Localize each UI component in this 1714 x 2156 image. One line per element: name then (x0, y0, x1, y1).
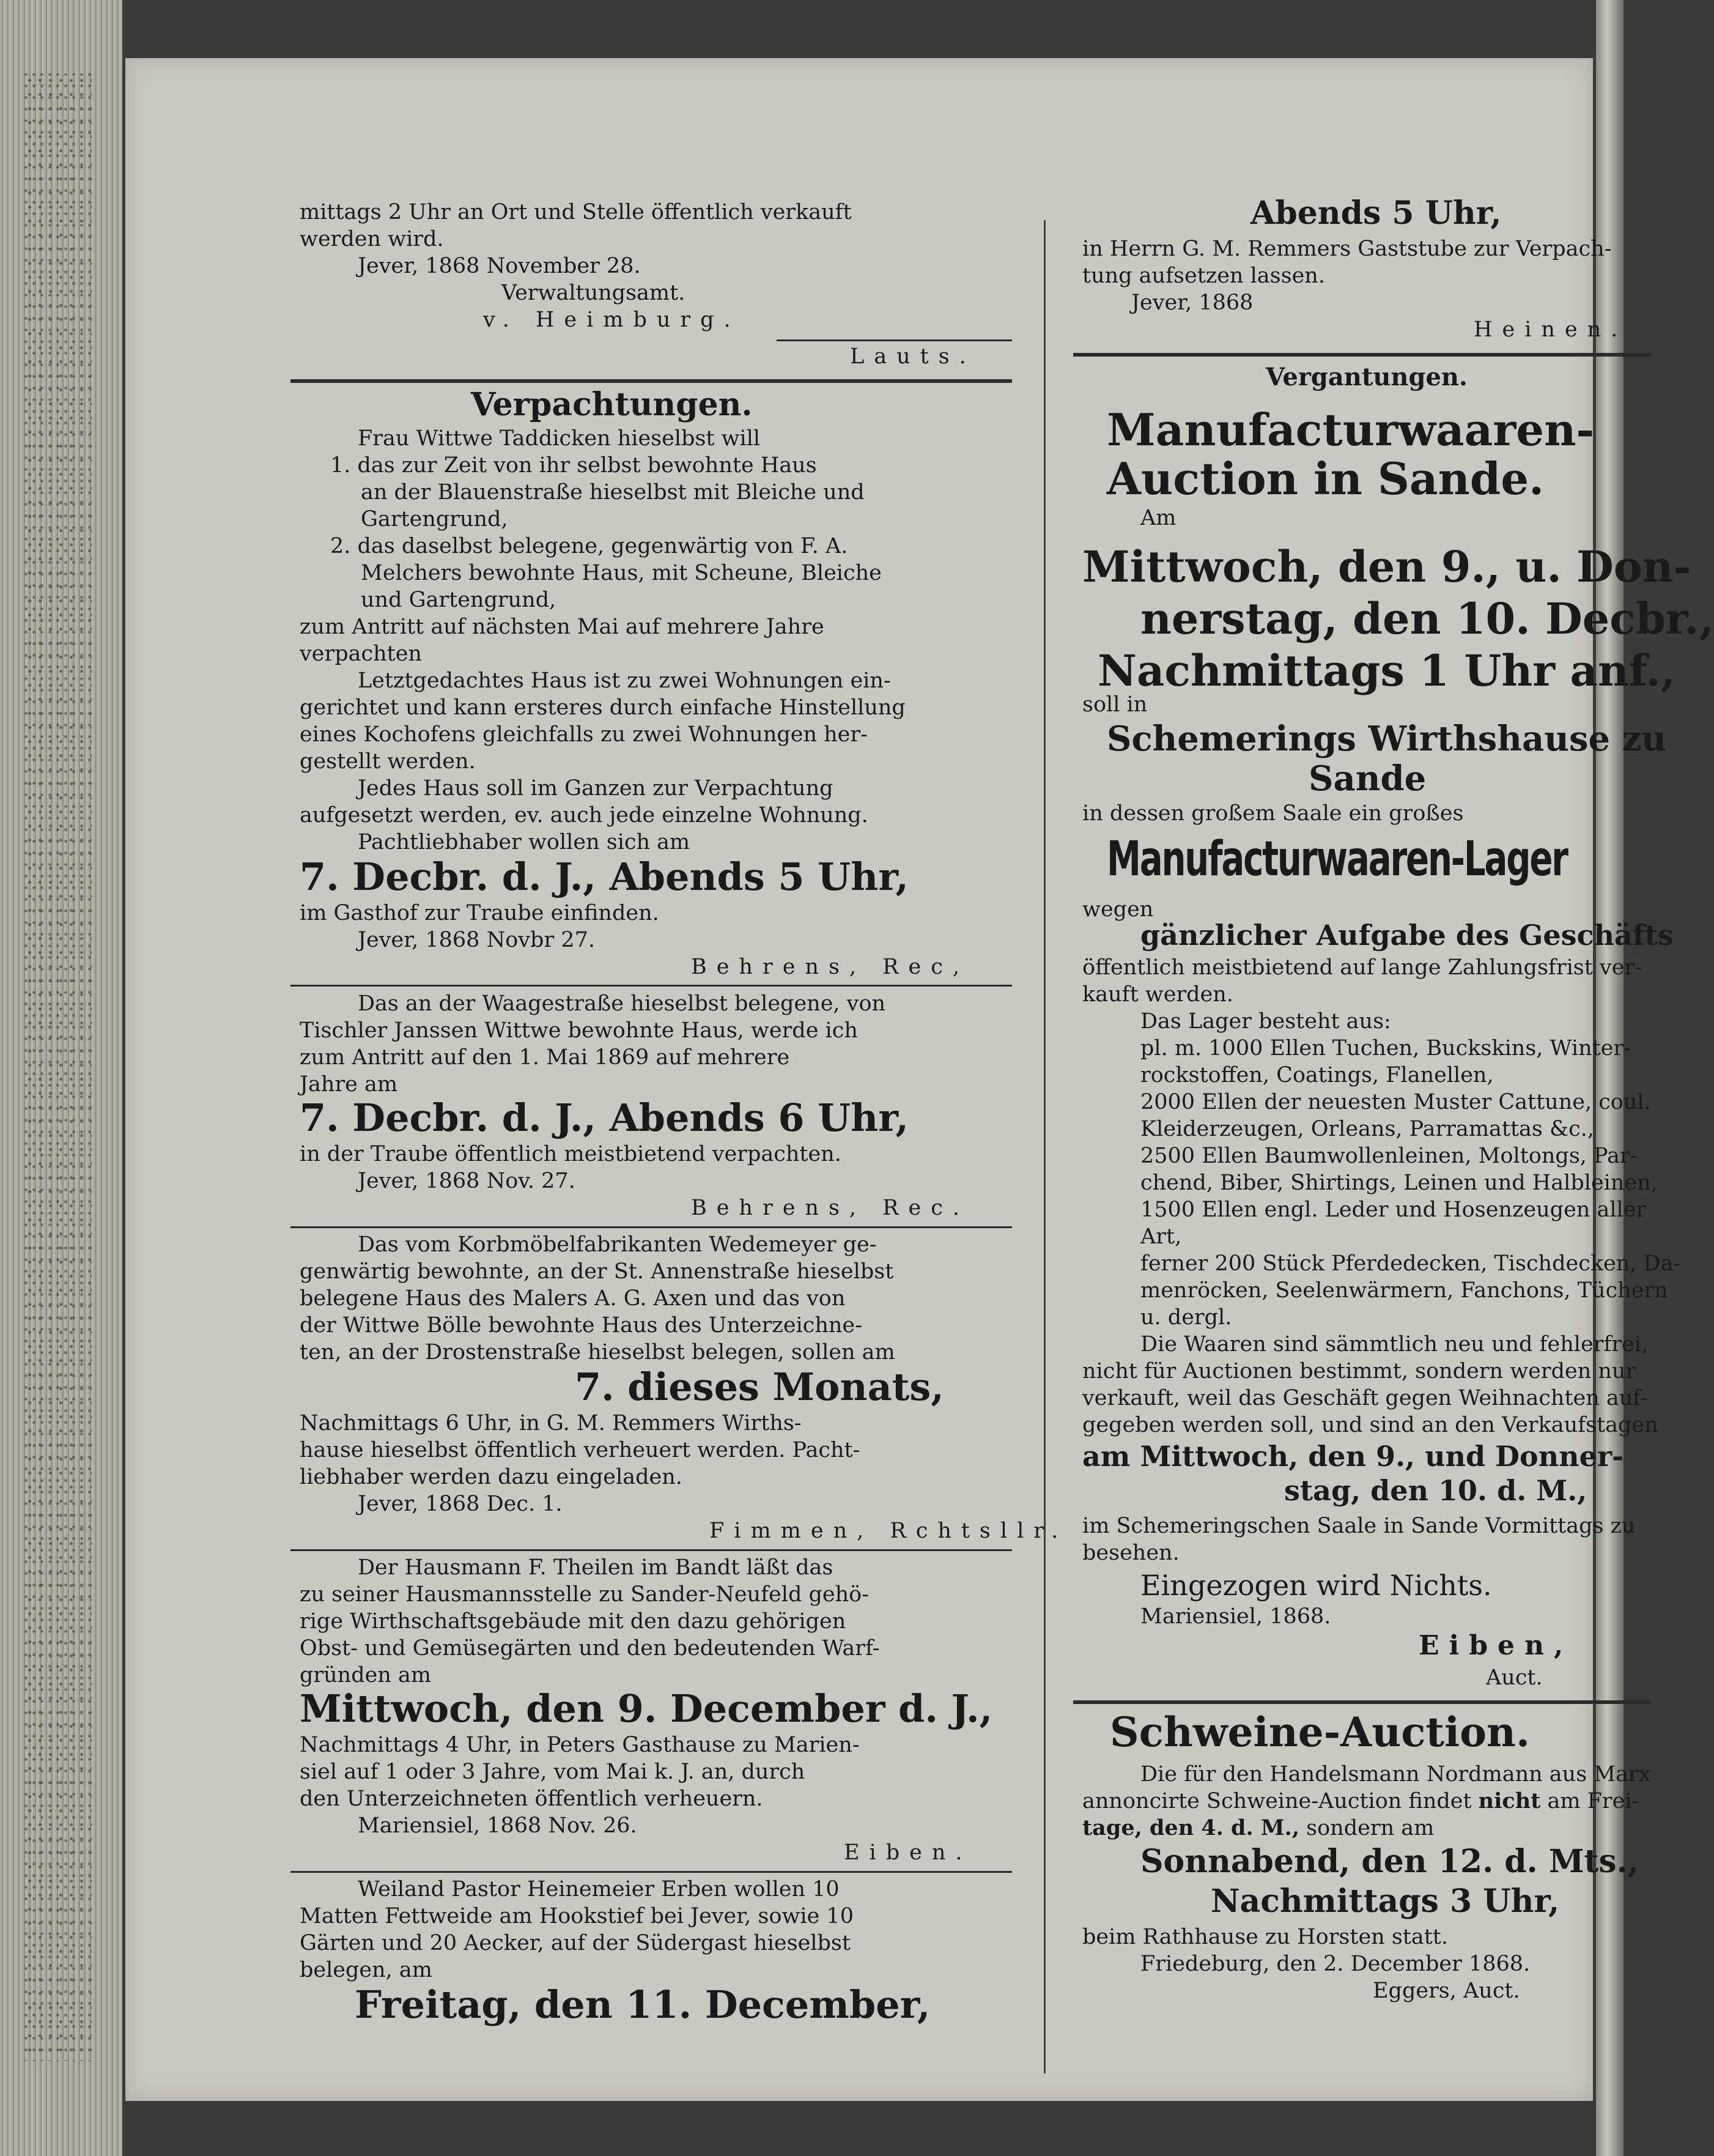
text-line: belegene Haus des Malers A. G. Axen und das von (300, 1286, 846, 1311)
text-line: und Gartengrund, (361, 588, 556, 612)
auction-date: Nachmittags 1 Uhr anf., (1098, 645, 1676, 696)
column-divider (1044, 220, 1046, 2073)
signature: Lauts. (850, 344, 976, 369)
section-rule (1073, 1700, 1651, 1704)
text-line: Das vom Korbmöbelfabrikanten Wedemeyer ge- (358, 1232, 877, 1257)
text-line: Letztgedachtes Haus ist zu zwei Wohnungen ein- (358, 669, 891, 693)
text-line: chend, Biber, Shirtings, Leinen und Halbleinen, (1140, 1171, 1658, 1195)
text-line: Art, (1140, 1224, 1182, 1249)
text-line: besehen. (1082, 1541, 1180, 1565)
signature: Eiben. (844, 1840, 972, 1865)
text-line: Das an der Waagestraße hieselbst belegene, von (358, 991, 886, 1016)
text-line: Mariensiel, 1868. (1140, 1604, 1331, 1629)
text-line: zum Antritt auf den 1. Mai 1869 auf mehrere (300, 1045, 790, 1070)
text-line: Nachmittags 4 Uhr, in Peters Gasthause zu Marien- (300, 1733, 860, 1757)
text-line: Jever, 1868 Dec. 1. (358, 1492, 563, 1516)
text-line: Die für den Handelsmann Nordmann aus Marx (1140, 1762, 1651, 1787)
text-line: Der Hausmann F. Theilen im Bandt läßt das (358, 1555, 833, 1580)
text-line: pl. m. 1000 Ellen Tuchen, Buckskins, Winter- (1140, 1036, 1631, 1061)
auction-date: Mittwoch, den 9., u. Don- (1082, 541, 1691, 592)
signature: Fimmen, Rchtsllr. (709, 1519, 1068, 1543)
text-line: Jedes Haus soll im Ganzen zur Verpachtung (358, 776, 833, 801)
text-line: Tischler Janssen Wittwe bewohnte Haus, werde ich (300, 1018, 858, 1043)
text-line: nicht für Auctionen bestimmt, sondern werden nur (1082, 1359, 1636, 1384)
signature: Behrens, Rec, (691, 955, 969, 979)
text-line: tung aufsetzen lassen. (1082, 264, 1325, 288)
text-line: Jever, 1868 November 28. (358, 254, 641, 278)
text-line: Nachmittags 6 Uhr, in G. M. Remmers Wirths- (300, 1411, 802, 1435)
text-line: 1500 Ellen engl. Leder und Hosenzeugen aller (1140, 1198, 1647, 1222)
separator (290, 1549, 1012, 1551)
text-line: Jever, 1868 (1131, 291, 1254, 315)
text-line: Obst- und Gemüsegärten und den bedeutenden Warf- (300, 1636, 880, 1661)
pig-auction-title: Schweine-Auction. (1110, 1708, 1531, 1756)
separator (290, 985, 1012, 987)
text-line: siel auf 1 oder 3 Jahre, vom Mai k. J. an, durch (300, 1760, 805, 1784)
text-line: in Herrn G. M. Remmers Gaststube zur Verpach- (1082, 237, 1612, 261)
text-line (1082, 1788, 1639, 1815)
text-run-bold: nicht (1478, 1788, 1541, 1813)
pig-auction-date: Sonnabend, den 12. d. Mts., (1140, 1843, 1639, 1880)
text-line: wegen (1082, 897, 1154, 922)
text-line: rige Wirthschaftsgebäude mit den dazu gehörigen (300, 1609, 846, 1634)
text-line: rockstoffen, Coatings, Flanellen, (1140, 1063, 1494, 1087)
text-line: Gartengrund, (361, 507, 508, 532)
text-run: am Frei- (1540, 1789, 1639, 1813)
auction-reason: gänzlicher Aufgabe des Geschäfts (1140, 919, 1674, 952)
text-line: belegen, am (300, 1958, 432, 1982)
text-line: gegeben werden soll, und sind an den Verkaufstagen (1082, 1413, 1658, 1437)
text-line: aufgesetzt werden, ev. auch jede einzelne Wohnung. (300, 803, 868, 828)
auction-lager: Manufacturwaaren-Lager (1107, 832, 1567, 887)
auction-date: 7. Decbr. d. J., Abends 5 Uhr, (300, 854, 909, 899)
section-rule (290, 379, 1012, 383)
section-rule (1073, 353, 1651, 357)
text-line: kauft werden. (1082, 982, 1233, 1007)
text-line: gestellt werden. (300, 749, 476, 774)
text-line: Pachtliebhaber wollen sich am (358, 830, 690, 854)
text-line: Am (1140, 506, 1177, 530)
auction-date: Freitag, den 11. December, (355, 1982, 931, 2027)
text-line: Mariensiel, 1868 Nov. 26. (358, 1813, 637, 1838)
text-line: genwärtig bewohnte, an der St. Annenstraße hieselbst (300, 1259, 894, 1284)
text-line: Melchers bewohnte Haus, mit Scheune, Bleiche (361, 561, 882, 585)
text-line: 2500 Ellen Baumwollenleinen, Moltongs, Par- (1140, 1144, 1638, 1168)
text-line: Frau Wittwe Taddicken hieselbst will (358, 426, 761, 451)
text-line: Das Lager besteht aus: (1140, 1009, 1391, 1034)
text-line: Verwaltungsamt. (501, 281, 685, 305)
text-line: Gärten und 20 Aecker, auf der Südergast hieselbst (300, 1931, 851, 1955)
text-line: im Schemeringschen Saale in Sande Vormittags zu (1082, 1514, 1636, 1538)
text-line: beim Rathhause zu Horsten statt. (1082, 1925, 1448, 1949)
text-line: gerichtet und kann ersteres durch einfache Hinstellung (300, 695, 906, 720)
section-heading: Vergantungen. (1266, 363, 1468, 391)
text-line (1082, 1815, 1434, 1842)
auction-time: Abends 5 Uhr, (1250, 194, 1502, 232)
text-line: ten, an der Drostenstraße hieselbst belegen, sollen am (300, 1340, 895, 1365)
signature: Heinen. (1474, 317, 1628, 342)
text-line: zu seiner Hausmannsstelle zu Sander-Neufeld gehö- (300, 1582, 870, 1607)
text-line: 1. das zur Zeit von ihr selbst bewohnte Haus (330, 453, 817, 478)
text-line: Jever, 1868 Novbr 27. (358, 928, 595, 952)
text-line: eines Kochofens gleichfalls zu zwei Wohnungen her- (300, 722, 868, 747)
text-line: Weiland Pastor Heinemeier Erben wollen 10 (358, 1877, 840, 1902)
right-column (1082, 58, 1714, 2101)
text-line: liebhaber werden dazu eingeladen. (300, 1465, 682, 1489)
separator (777, 339, 1012, 341)
text-line: soll in (1082, 692, 1148, 717)
auction-viewing-date: am Mittwoch, den 9., und Donner- (1082, 1440, 1624, 1473)
auction-viewing-date: stag, den 10. d. M., (1284, 1474, 1587, 1507)
text-line: Kleiderzeugen, Orleans, Parramattas &c., (1140, 1117, 1594, 1141)
text-line: 2000 Ellen der neuesten Muster Cattune, coul. (1140, 1090, 1651, 1114)
auction-place: Sande (1309, 758, 1427, 799)
marbled-edge (24, 73, 92, 2061)
text-line: öffentlich meistbietend auf lange Zahlungsfrist ver- (1082, 955, 1642, 980)
auction-date: nerstag, den 10. Decbr., (1140, 593, 1714, 644)
text-line: hause hieselbst öffentlich verheuert werden. Pacht- (300, 1438, 860, 1462)
text-line: den Unterzeichneten öffentlich verheuern. (300, 1787, 763, 1811)
text-line: Die Waaren sind sämmtlich neu und fehlerfrei, (1140, 1332, 1649, 1357)
text-run: annoncirte Schweine-Auction findet (1082, 1789, 1479, 1813)
text-line: Friedeburg, den 2. December 1868. (1140, 1952, 1531, 1976)
signature: v. Heimburg. (483, 308, 741, 332)
text-line: u. dergl. (1140, 1305, 1232, 1330)
text-line: mittags 2 Uhr an Ort und Stelle öffentlich verkauft (300, 200, 852, 224)
separator (290, 1871, 1012, 1873)
separator (290, 1226, 1012, 1228)
text-line: der Wittwe Bölle bewohnte Haus des Unterzeichne- (300, 1313, 862, 1338)
text-line: in der Traube öffentlich meistbietend verpachten. (300, 1142, 841, 1166)
newspaper-page (125, 58, 1714, 2101)
text-line: in dessen großem Saale ein großes (1082, 801, 1464, 826)
text-line: menröcken, Seelenwärmern, Fanchons, Tüchern (1140, 1278, 1668, 1303)
signature: Eggers, Auct. (1373, 1979, 1520, 2003)
text-run-bold: tage, den 4. d. M., (1082, 1815, 1300, 1840)
text-line: werden wird. (300, 227, 444, 251)
pig-auction-time: Nachmittags 3 Uhr, (1211, 1883, 1560, 1920)
text-line: gründen am (300, 1663, 432, 1687)
text-line: verpachten (300, 642, 422, 666)
text-line: zum Antritt auf nächsten Mai auf mehrere Jahre (300, 615, 824, 639)
text-line: an der Blauenstraße hieselbst mit Bleiche und (361, 480, 865, 505)
text-line: Jever, 1868 Nov. 27. (358, 1169, 575, 1193)
text-line: verkauft, weil das Geschäft gegen Weihnachten auf- (1082, 1386, 1647, 1410)
signature: Behrens, Rec. (691, 1196, 969, 1220)
section-heading: Verpachtungen. (471, 386, 753, 423)
text-run: sondern am (1299, 1816, 1435, 1840)
auction-place: Schemerings Wirthshause zu (1107, 719, 1667, 759)
auction-date: 7. dieses Monats, (575, 1365, 944, 1409)
text-line: Matten Fettweide am Hookstief bei Jever, sowie 10 (300, 1904, 854, 1928)
text-line: ferner 200 Stück Pferdedecken, Tischdecken, Da- (1140, 1251, 1681, 1276)
signature: Eiben, (1419, 1630, 1573, 1661)
auction-date: Mittwoch, den 9. December d. J., (300, 1686, 993, 1731)
auction-title: Auction in Sande. (1107, 453, 1545, 505)
auction-title: Manufacturwaaren- (1107, 404, 1595, 456)
text-line: Jahre am (300, 1072, 398, 1097)
signature-title: Auct. (1486, 1665, 1543, 1690)
text-line: im Gasthof zur Traube einfinden. (300, 901, 659, 925)
auction-notice: Eingezogen wird Nichts. (1140, 1569, 1492, 1602)
text-line: 2. das daselbst belegene, gegenwärtig von F. A. (330, 534, 848, 558)
auction-date: 7. Decbr. d. J., Abends 6 Uhr, (300, 1095, 909, 1140)
left-column (300, 58, 1068, 2101)
